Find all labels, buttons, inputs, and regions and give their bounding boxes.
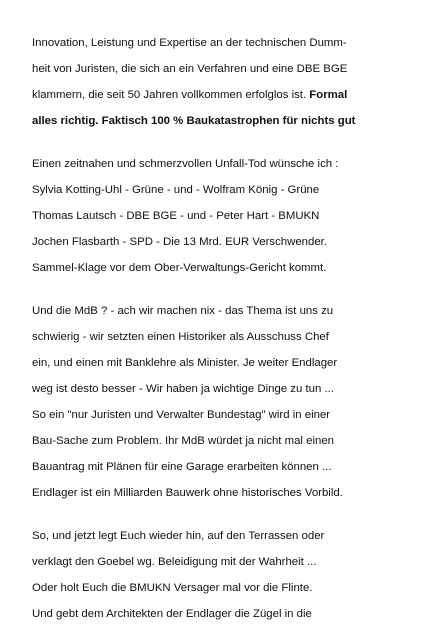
text-line: [32, 255, 412, 281]
text-line: [32, 523, 412, 549]
text-line: [32, 549, 412, 575]
text-line: [32, 575, 412, 601]
text-segment: Sammel-Klage vor dem Ober-Verwaltungs-Gericht kommt.: [32, 262, 327, 274]
text-segment: Endlager ist ein Milliarden Bauwerk ohne historisches Vorbild.: [32, 487, 343, 499]
text-segment: Einen zeitnahen und schmerzvollen Unfall-Tod wünsche ich :: [32, 158, 339, 170]
text-line: [32, 30, 412, 56]
text-line: [32, 376, 412, 402]
text-segment: Und gebt dem Architekten der Endlager die Zügel in die: [32, 608, 312, 620]
text-line: [32, 108, 412, 134]
text-segment: Oder holt Euch die BMUKN Versager mal vor die Flinte.: [32, 582, 313, 594]
text-segment: Jochen Flasbarth - SPD - Die 13 Mrd. EUR Verschwender.: [32, 236, 328, 248]
text-line: [32, 56, 412, 82]
document-page: [32, 30, 412, 627]
text-line: [32, 324, 412, 350]
text-line: [32, 203, 412, 229]
text-segment: So ein "nur Juristen und Verwalter Bundestag" wird in einer: [32, 409, 331, 421]
text-segment: weg ist desto besser - Wir haben ja wichtige Dinge zu tun ...: [32, 383, 334, 395]
bold-text-segment: Formal: [309, 89, 348, 101]
paragraph: [32, 523, 412, 627]
text-segment: heit von Juristen, die sich an ein Verfahren und eine DBE BGE: [32, 63, 348, 75]
bold-text-segment: alles richtig. Faktisch 100 % Baukatastrophen für nichts gut: [32, 115, 356, 127]
paragraph-gap: [32, 281, 412, 298]
text-line: [32, 298, 412, 324]
text-segment: ein, und einen mit Banklehre als Minister. Je weiter Endlager: [32, 357, 338, 369]
paragraph: [32, 298, 412, 506]
text-segment: Und die MdB ? - ach wir machen nix - das Thema ist uns zu: [32, 305, 334, 317]
text-line: [32, 428, 412, 454]
text-segment: Thomas Lautsch - DBE BGE - und - Peter Hart - BMUKN: [32, 210, 320, 222]
text-segment: Bau-Sache zum Problem. Ihr MdB würdet ja nicht mal einen: [32, 435, 334, 447]
paragraph-gap: [32, 506, 412, 523]
text-segment: schwierig - wir setzten einen Historiker als Ausschuss Chef: [32, 331, 329, 343]
text-line: [32, 601, 412, 627]
text-line: [32, 454, 412, 480]
text-line: [32, 82, 412, 108]
paragraph: [32, 151, 412, 281]
text-line: [32, 480, 412, 506]
text-line: [32, 350, 412, 376]
text-line: [32, 402, 412, 428]
text-segment: verklagt den Goebel wg. Beleidigung mit der Wahrheit ...: [32, 556, 317, 568]
paragraph-gap: [32, 134, 412, 151]
text-segment: Innovation, Leistung und Expertise an der technischen Dumm-: [32, 37, 347, 49]
text-segment: So, und jetzt legt Euch wieder hin, auf den Terrassen oder: [32, 530, 325, 542]
text-line: [32, 151, 412, 177]
text-segment: Sylvia Kotting-Uhl - Grüne - und - Wolfram König - Grüne: [32, 184, 320, 196]
paragraph: [32, 30, 412, 134]
text-line: [32, 229, 412, 255]
text-line: [32, 177, 412, 203]
text-segment: Bauantrag mit Plänen für eine Garage erarbeiten können ...: [32, 461, 332, 473]
text-segment: klammern, die seit 50 Jahren vollkommen erfolglos ist.: [32, 89, 310, 101]
